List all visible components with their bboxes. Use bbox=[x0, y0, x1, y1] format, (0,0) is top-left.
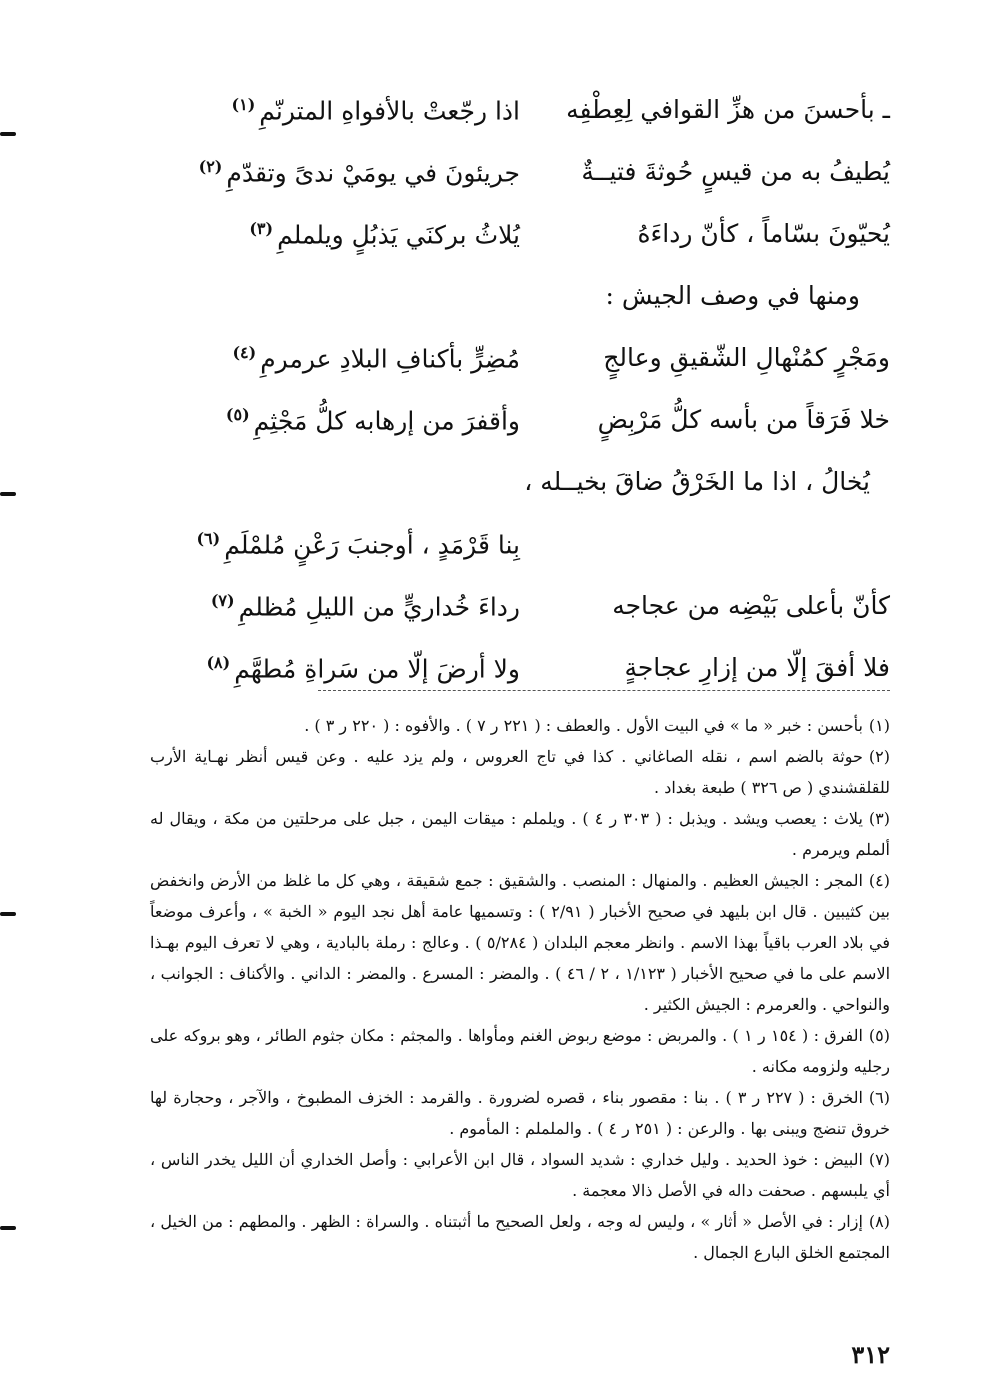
verse-first-half-line: يُخالُ ، اذا ما الخَرْقُ ضاقَ بخيــله ، bbox=[524, 467, 870, 496]
first-hemistich: ـ بأحسنَ من هزِّ القوافي لِعِطْفِه bbox=[566, 95, 890, 124]
footnote-text: بأحسن : خبر « ما » في البيت الأول . والعطف : ( ٢٢١ ر ٧ ) . والأفوه : ( ٢٢٠ ر ٣ ) . bbox=[304, 716, 863, 735]
verse-line bbox=[150, 219, 890, 281]
first-hemistich: خلا فَرَقاً من بأسه كلُّ مَرْبِضٍ bbox=[597, 405, 890, 434]
scan-edge-mark bbox=[0, 912, 16, 916]
scan-edge-mark bbox=[0, 492, 16, 496]
second-hemistich bbox=[150, 95, 520, 125]
footnote-text: حوثة بالضم اسم ، نقله الصاغاني . كذا في تاج العروس ، ولم يزد عليه . وعن قيس أنظر نهـاية الأرب للقلقشندي ( ص ٣٢٦ ) طبعة بغداد . bbox=[150, 747, 890, 797]
footnote bbox=[150, 1020, 890, 1082]
hemistich-text: جريئونَ في يومَيْ ندىً وتقدّمِ bbox=[226, 158, 520, 188]
footnote bbox=[150, 710, 890, 741]
second-hemistich bbox=[150, 343, 520, 373]
second-hemistich bbox=[150, 157, 520, 187]
poem-block bbox=[150, 95, 890, 715]
footnote-text: المجر : الجيش العظيم . والمنهال : المنصب . والشقيق : جمع شقيقة ، وهي كل ما غلظ من الأرض وانخفض بين كثيبين . قال ابن بليهد في صحيح الأخبار ( ٢/٩١ ) : وتسميها عامة أهل نجد اليوم « الخبة » ، وأعرف موضعاً في بلاد العرب باقياً بهذا الاسم . وانظر معجم البلدان ( ٥/٢٨٤ ) . وعالج : رملة بالبادية ، وهي لا تعرف اليوم بهـذا الاسم على ما في صحيح الأخبار ( ١/١٢٣ ، ٢ / ٤٦ ) . والمضر : المسرع . والمضر : الداني . والأكناف : الجوانب ، والنواحي . والعرمرم : الجيش الكثير . bbox=[150, 871, 891, 1014]
footnote-ref[interactable]: (١) bbox=[231, 95, 256, 114]
footnote-text: الخرق : ( ٢٢٧ ر ٣ ) . بنا : مقصور بناء ، قصره لضرورة . والقرمد : الخزف المطبوخ ، والآجر ، وحجارة لها خروق تنضج ويبنى بها . والرعن : ( ٢٥١ ر ٤ ) . والململم : المأموم . bbox=[150, 1088, 890, 1138]
hemistich-text: ولا أرضَ إلّا من سَراةِ مُطهَّمِ bbox=[234, 654, 520, 684]
page-number: ٣١٢ bbox=[851, 1340, 890, 1369]
footnote-ref[interactable]: (٥) bbox=[225, 405, 250, 424]
footnote-number: (٣) bbox=[868, 809, 890, 828]
second-hemistich bbox=[150, 653, 520, 683]
footnote-ref[interactable]: (٦) bbox=[196, 529, 221, 548]
verse-line bbox=[150, 95, 890, 157]
footnote bbox=[150, 803, 890, 865]
hemistich-text: يُلاثُ بركنَي يَذبُلٍ ويلملمِ bbox=[277, 220, 520, 250]
first-hemistich: كأنّ بأعلى بَيْضِه من عجاجه bbox=[612, 591, 890, 620]
scan-edge-mark bbox=[0, 1226, 16, 1230]
verse-line bbox=[150, 405, 890, 467]
verse-line bbox=[150, 653, 890, 715]
footnote bbox=[150, 1082, 890, 1144]
second-hemistich bbox=[150, 219, 520, 249]
footnote-number: (٨) bbox=[868, 1212, 890, 1231]
footnote-number: (٦) bbox=[868, 1088, 890, 1107]
footnote-text: إزار : في الأصل « أثار » ، وليس له وجه ، ولعل الصحيح ما أثبتناه . والسراة : الظهر . والمطهم : من الخيل ، المجتمع الخلق البارع الجمال . bbox=[150, 1212, 890, 1262]
hemistich-text: وأقفرَ من إرهابه كلُّ مَجْثِمِ bbox=[253, 406, 520, 436]
first-hemistich: يُحيّونَ بسّاماً ، كأنّ رداءَهُ bbox=[637, 219, 890, 248]
footnote-ref[interactable]: (٨) bbox=[206, 653, 231, 672]
footnote-text: الفرق : ( ١٥٤ ر ١ ) . والمربض : موضع ربوض الغنم ومأواها . والمجثم : مكان جثوم الطائر ، وهو بروكه على رجليه ولزومه مكانه . bbox=[150, 1026, 890, 1076]
footnote bbox=[150, 865, 890, 1020]
verse-line bbox=[150, 591, 890, 653]
first-hemistich: يُطيفُ به من قيسٍ حُوثةَ فتيــةٌ bbox=[581, 157, 890, 186]
footnote-text: يلاث : يعصب ويشد . ويذبل : ( ٣٠٣ ر ٤ ) . ويلملم : ميقات اليمن ، جبل على مرحلتين من مكة ، ويقال له ألملم ويرمرم . bbox=[150, 809, 890, 859]
footnote bbox=[150, 1144, 890, 1206]
hemistich-text: اذا رجّعتْ بالأفواهِ المترنّمِ bbox=[259, 96, 520, 126]
second-hemistich bbox=[150, 529, 520, 559]
footnote bbox=[150, 1206, 890, 1268]
hemistich-text: بِنا قَرْمَدٍ ، أوجنبَ رَعْنٍ مُلمْلَمِ bbox=[224, 530, 520, 560]
first-hemistich: فلا أفقَ إلّا من إزارِ عجاجةٍ bbox=[624, 653, 890, 682]
footnote-ref[interactable]: (٤) bbox=[232, 343, 257, 362]
footnote bbox=[150, 741, 890, 803]
hemistich-text: رداءَ خُداريٍّ من الليلِ مُظلمِ bbox=[238, 592, 520, 622]
second-hemistich bbox=[150, 591, 520, 621]
footnote-number: (٥) bbox=[868, 1026, 891, 1045]
verse-line bbox=[150, 157, 890, 219]
footnotes bbox=[150, 710, 890, 1268]
section-heading: ومنها في وصف الجيش : bbox=[605, 281, 860, 310]
footnote-number: (٧) bbox=[868, 1150, 890, 1169]
verse-line bbox=[150, 529, 890, 591]
footnote-divider bbox=[318, 690, 890, 691]
first-hemistich: ومَجْرٍ كمُنْهالِ الشّقيقِ وعالجٍ bbox=[603, 343, 890, 372]
footnote-number: (٤) bbox=[868, 871, 890, 890]
scan-edge-mark bbox=[0, 132, 16, 136]
footnote-text: البيض : خوذ الحديد . وليل خداري : شديد السواد ، قال ابن الأعرابي : وأصل الخداري أن الليل يخدر الناس ، أي يلبسهم . صحفت داله في الأصل ذالا معجمة . bbox=[150, 1150, 890, 1200]
footnote-ref[interactable]: (٢) bbox=[198, 157, 223, 176]
footnote-number: (٢) bbox=[868, 747, 891, 766]
footnote-ref[interactable]: (٧) bbox=[210, 591, 235, 610]
verse-line bbox=[150, 343, 890, 405]
second-hemistich bbox=[150, 405, 520, 435]
hemistich-text: مُضِرٍّ بأكنافِ البلادِ عرمرمِ bbox=[260, 344, 520, 374]
footnote-number: (١) bbox=[868, 716, 890, 735]
footnote-ref[interactable]: (٣) bbox=[249, 219, 274, 238]
